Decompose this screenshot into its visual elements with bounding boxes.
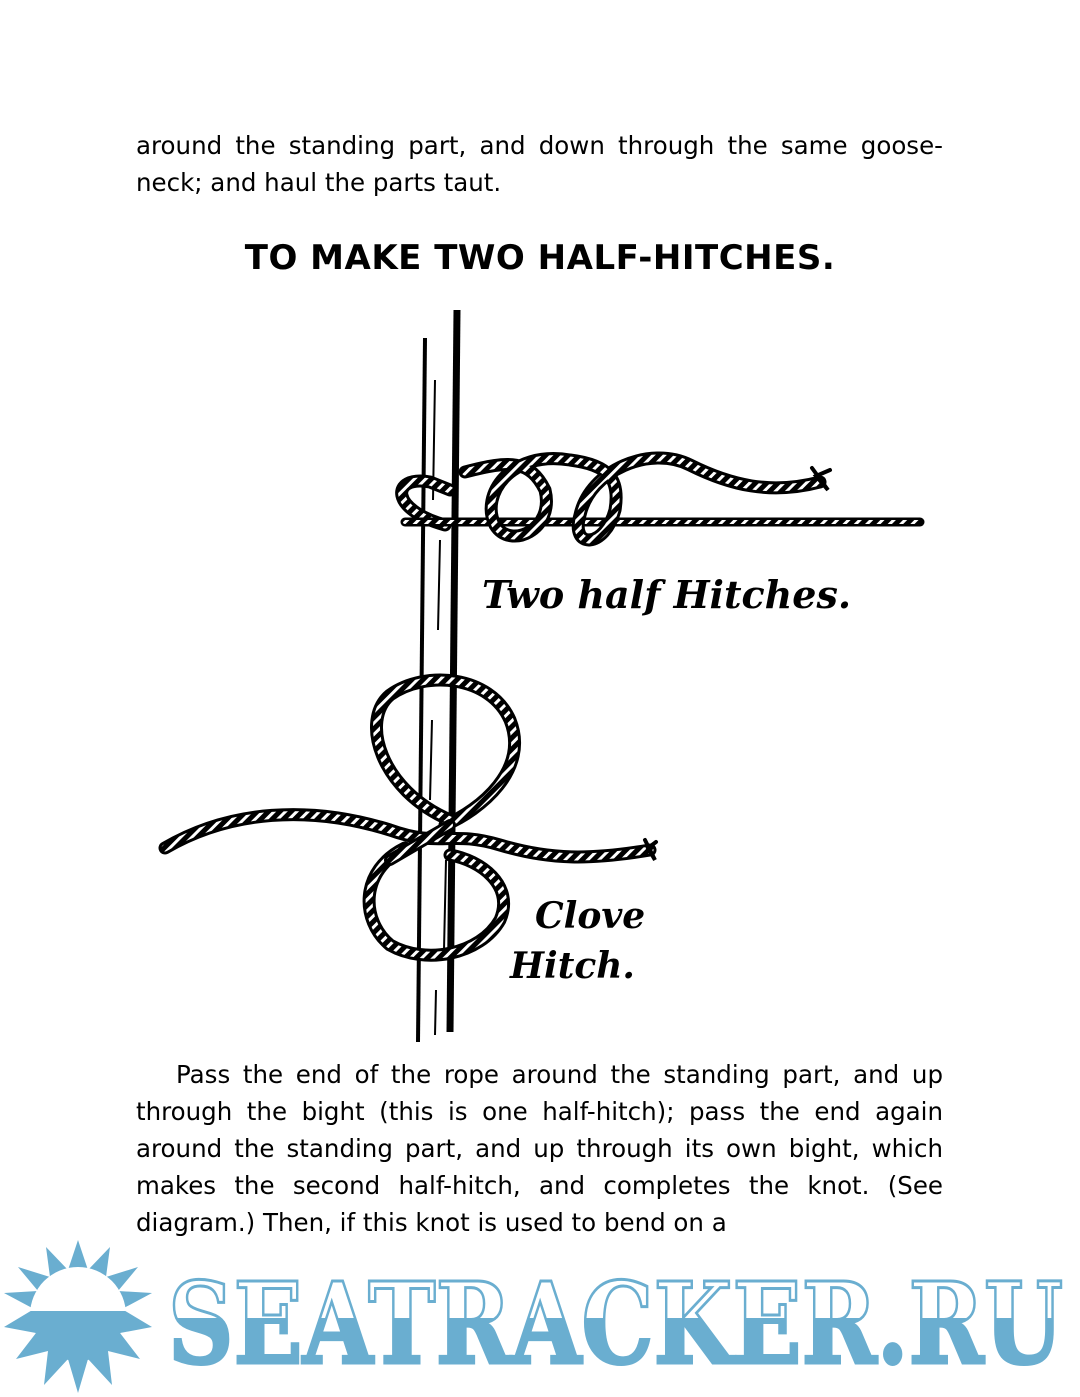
caption-two-half-hitches: Two half Hitches. [482,572,852,617]
paragraph-continuation: around the standing part, and down through the same goose-neck; and haul the parts taut. [136,131,943,197]
paragraph-two-half-hitches: Pass the end of the rope around the standing part, and up through the bight (this is one half-hitch); pass the end again around the standing part, and up through its own bight, which makes the second half-hitch, and completes the knot. (See diagram.) Then, if this knot is used to bend on a [136,1060,943,1237]
two-half-hitches-knot [402,458,920,540]
knot-drawing [150,300,950,1045]
caption-hitch: Hitch. [510,945,635,987]
watermark-banner [0,1235,1080,1397]
watermark-svg [0,1235,1080,1397]
knot-illustration [150,300,950,1045]
caption-clove: Clove [535,895,646,937]
sun-logo-icon [4,1240,152,1393]
watermark-text: SEATRACKER.RU [168,1259,1063,1390]
section-heading: TO MAKE TWO HALF-HITCHES. [244,238,836,278]
